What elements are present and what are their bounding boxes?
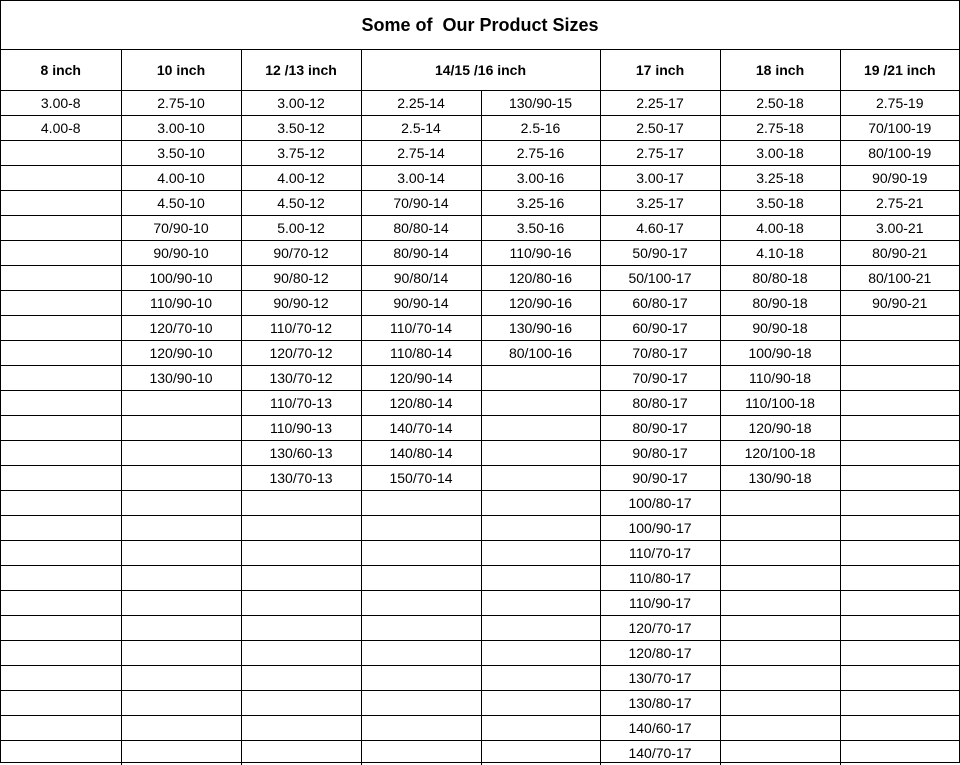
- size-cell: 3.00-18: [720, 141, 840, 166]
- size-cell: 120/70-12: [241, 341, 361, 366]
- size-cell: [481, 716, 600, 741]
- table-row: [1, 191, 959, 216]
- table-row: [1, 291, 959, 316]
- size-cell: 100/90-18: [720, 341, 840, 366]
- table-row: [1, 741, 959, 765]
- table-row: [1, 341, 959, 366]
- size-cell: 80/90-14: [361, 241, 481, 266]
- size-cell: [720, 516, 840, 541]
- table-row: [1, 566, 959, 591]
- size-cell: 90/90-17: [600, 466, 720, 491]
- size-cell: [361, 516, 481, 541]
- size-cell: 2.5-16: [481, 116, 600, 141]
- size-cell: [361, 716, 481, 741]
- size-cell: [481, 641, 600, 666]
- size-cell: [121, 441, 241, 466]
- table-row: [1, 216, 959, 241]
- size-cell: 4.50-10: [121, 191, 241, 216]
- size-cell: [121, 616, 241, 641]
- size-cell: 110/70-12: [241, 316, 361, 341]
- size-cell: 120/70-17: [600, 616, 720, 641]
- size-cell: [720, 566, 840, 591]
- size-cell: 2.75-14: [361, 141, 481, 166]
- size-cell: 3.25-16: [481, 191, 600, 216]
- size-cell: [720, 691, 840, 716]
- size-cell: [1, 216, 121, 241]
- size-cell: [361, 491, 481, 516]
- column-header: 12 /13 inch: [241, 50, 361, 91]
- size-cell: [720, 641, 840, 666]
- size-cell: 90/90-19: [840, 166, 959, 191]
- column-header: 14/15 /16 inch: [361, 50, 600, 91]
- size-cell: [1, 366, 121, 391]
- header-row: [1, 50, 959, 91]
- size-cell: [241, 491, 361, 516]
- size-cell: [121, 741, 241, 765]
- size-cell: [121, 566, 241, 591]
- size-cell: 80/80-14: [361, 216, 481, 241]
- size-cell: 110/80-14: [361, 341, 481, 366]
- size-cell: [840, 566, 959, 591]
- size-cell: [840, 341, 959, 366]
- size-cell: [241, 741, 361, 765]
- size-cell: 2.50-17: [600, 116, 720, 141]
- size-cell: [840, 541, 959, 566]
- size-cell: [1, 541, 121, 566]
- size-cell: [361, 541, 481, 566]
- table-row: [1, 641, 959, 666]
- size-cell: 90/90-12: [241, 291, 361, 316]
- sizes-table: [1, 50, 959, 765]
- size-cell: 2.75-21: [840, 191, 959, 216]
- size-cell: 70/90-17: [600, 366, 720, 391]
- size-cell: [1, 491, 121, 516]
- size-cell: 3.00-14: [361, 166, 481, 191]
- size-cell: [1, 591, 121, 616]
- size-cell: [481, 391, 600, 416]
- size-cell: [361, 741, 481, 765]
- size-cell: [121, 716, 241, 741]
- size-cell: 120/90-14: [361, 366, 481, 391]
- size-cell: 90/80-17: [600, 441, 720, 466]
- size-cell: 140/60-17: [600, 716, 720, 741]
- size-cell: [361, 566, 481, 591]
- size-cell: [1, 166, 121, 191]
- size-cell: 110/70-14: [361, 316, 481, 341]
- size-cell: 80/100-16: [481, 341, 600, 366]
- size-cell: [840, 716, 959, 741]
- size-cell: 3.00-16: [481, 166, 600, 191]
- size-cell: [121, 691, 241, 716]
- size-cell: [720, 541, 840, 566]
- size-cell: 60/80-17: [600, 291, 720, 316]
- size-cell: 140/80-14: [361, 441, 481, 466]
- table-row: [1, 241, 959, 266]
- size-cell: 3.00-12: [241, 91, 361, 116]
- size-cell: 140/70-17: [600, 741, 720, 765]
- size-cell: 90/90-21: [840, 291, 959, 316]
- size-cell: [241, 666, 361, 691]
- size-cell: [1, 641, 121, 666]
- size-cell: [840, 666, 959, 691]
- size-cell: 150/70-14: [361, 466, 481, 491]
- size-cell: [361, 616, 481, 641]
- size-cell: 3.25-17: [600, 191, 720, 216]
- table-row: [1, 541, 959, 566]
- size-cell: 4.00-10: [121, 166, 241, 191]
- size-cell: [361, 691, 481, 716]
- size-cell: 110/90-13: [241, 416, 361, 441]
- size-cell: [840, 441, 959, 466]
- size-cell: [361, 666, 481, 691]
- size-cell: [121, 516, 241, 541]
- size-cell: 4.60-17: [600, 216, 720, 241]
- size-cell: [481, 691, 600, 716]
- size-cell: 110/100-18: [720, 391, 840, 416]
- size-cell: [481, 516, 600, 541]
- size-cell: 80/100-19: [840, 141, 959, 166]
- size-cell: [361, 641, 481, 666]
- size-cell: 130/70-17: [600, 666, 720, 691]
- size-cell: 100/80-17: [600, 491, 720, 516]
- size-cell: 4.00-12: [241, 166, 361, 191]
- size-cell: [481, 466, 600, 491]
- size-cell: 120/80-14: [361, 391, 481, 416]
- size-cell: 3.00-17: [600, 166, 720, 191]
- table-row: [1, 91, 959, 116]
- table-body: [1, 91, 959, 765]
- table-row: [1, 691, 959, 716]
- size-cell: 130/60-13: [241, 441, 361, 466]
- size-cell: [241, 516, 361, 541]
- size-cell: [121, 541, 241, 566]
- size-cell: [481, 591, 600, 616]
- size-cell: 90/70-12: [241, 241, 361, 266]
- size-cell: [840, 491, 959, 516]
- size-cell: 80/100-21: [840, 266, 959, 291]
- size-cell: [1, 416, 121, 441]
- size-cell: [121, 466, 241, 491]
- size-cell: [1, 291, 121, 316]
- size-cell: 120/90-18: [720, 416, 840, 441]
- size-cell: 2.25-17: [600, 91, 720, 116]
- size-cell: 4.00-18: [720, 216, 840, 241]
- column-header: 8 inch: [1, 50, 121, 91]
- size-cell: [481, 666, 600, 691]
- size-cell: [1, 241, 121, 266]
- size-cell: 120/100-18: [720, 441, 840, 466]
- size-cell: 100/90-10: [121, 266, 241, 291]
- size-cell: 2.75-10: [121, 91, 241, 116]
- size-cell: 130/90-16: [481, 316, 600, 341]
- size-cell: [121, 591, 241, 616]
- size-cell: 110/90-16: [481, 241, 600, 266]
- size-cell: 3.00-8: [1, 91, 121, 116]
- size-cell: [1, 616, 121, 641]
- size-cell: [1, 516, 121, 541]
- size-cell: [481, 566, 600, 591]
- size-cell: 130/90-18: [720, 466, 840, 491]
- size-cell: 130/70-12: [241, 366, 361, 391]
- size-cell: [1, 141, 121, 166]
- size-cell: [241, 691, 361, 716]
- size-cell: [840, 316, 959, 341]
- size-cell: 2.75-17: [600, 141, 720, 166]
- size-cell: 90/90-10: [121, 241, 241, 266]
- size-cell: [840, 466, 959, 491]
- size-cell: 90/80-12: [241, 266, 361, 291]
- size-cell: 4.50-12: [241, 191, 361, 216]
- size-cell: 3.50-16: [481, 216, 600, 241]
- size-cell: [481, 541, 600, 566]
- table-row: [1, 141, 959, 166]
- size-cell: 3.75-12: [241, 141, 361, 166]
- size-cell: [840, 691, 959, 716]
- size-cell: [241, 616, 361, 641]
- size-cell: [241, 641, 361, 666]
- size-cell: [121, 491, 241, 516]
- size-cell: 120/90-10: [121, 341, 241, 366]
- size-cell: [720, 666, 840, 691]
- size-cell: 2.25-14: [361, 91, 481, 116]
- size-cell: [840, 416, 959, 441]
- size-cell: [840, 591, 959, 616]
- size-cell: [241, 716, 361, 741]
- size-cell: 3.50-18: [720, 191, 840, 216]
- table-row: [1, 416, 959, 441]
- column-header: 17 inch: [600, 50, 720, 91]
- size-cell: 110/90-17: [600, 591, 720, 616]
- size-cell: [241, 566, 361, 591]
- table-title: Some of Our Product Sizes: [1, 1, 959, 50]
- size-cell: 3.25-18: [720, 166, 840, 191]
- size-cell: 140/70-14: [361, 416, 481, 441]
- size-cell: [481, 741, 600, 765]
- table-row: [1, 666, 959, 691]
- size-cell: 130/90-10: [121, 366, 241, 391]
- size-cell: 110/80-17: [600, 566, 720, 591]
- size-cell: [1, 566, 121, 591]
- size-cell: [840, 616, 959, 641]
- size-cell: [1, 191, 121, 216]
- size-cell: [720, 616, 840, 641]
- column-header: 19 /21 inch: [840, 50, 959, 91]
- size-cell: 3.00-21: [840, 216, 959, 241]
- size-cell: [1, 466, 121, 491]
- size-cell: 100/90-17: [600, 516, 720, 541]
- size-cell: 70/90-10: [121, 216, 241, 241]
- size-cell: 2.75-19: [840, 91, 959, 116]
- size-cell: [1, 741, 121, 765]
- size-cell: [361, 591, 481, 616]
- size-cell: 3.50-10: [121, 141, 241, 166]
- table-row: [1, 366, 959, 391]
- size-cell: [481, 616, 600, 641]
- size-cell: 70/80-17: [600, 341, 720, 366]
- size-cell: [1, 666, 121, 691]
- size-cell: [1, 316, 121, 341]
- size-cell: [481, 366, 600, 391]
- size-cell: 3.50-12: [241, 116, 361, 141]
- table-row: [1, 316, 959, 341]
- size-cell: [720, 591, 840, 616]
- size-cell: [241, 591, 361, 616]
- table-row: [1, 616, 959, 641]
- size-cell: [1, 716, 121, 741]
- size-cell: [840, 516, 959, 541]
- size-cell: [481, 491, 600, 516]
- size-cell: [840, 366, 959, 391]
- size-cell: 70/100-19: [840, 116, 959, 141]
- size-cell: 70/90-14: [361, 191, 481, 216]
- size-cell: 80/80-18: [720, 266, 840, 291]
- size-cell: [241, 541, 361, 566]
- table-row: [1, 166, 959, 191]
- table-row: [1, 491, 959, 516]
- size-cell: [1, 391, 121, 416]
- size-cell: 50/100-17: [600, 266, 720, 291]
- size-cell: 2.75-18: [720, 116, 840, 141]
- size-cell: 3.00-10: [121, 116, 241, 141]
- size-cell: 130/90-15: [481, 91, 600, 116]
- size-cell: 120/70-10: [121, 316, 241, 341]
- size-cell: 4.10-18: [720, 241, 840, 266]
- size-cell: [481, 441, 600, 466]
- size-cell: 4.00-8: [1, 116, 121, 141]
- column-header: 10 inch: [121, 50, 241, 91]
- size-cell: 60/90-17: [600, 316, 720, 341]
- size-cell: 110/90-10: [121, 291, 241, 316]
- table-row: [1, 716, 959, 741]
- size-cell: 120/80-16: [481, 266, 600, 291]
- size-cell: [1, 691, 121, 716]
- size-cell: [840, 741, 959, 765]
- size-cell: 130/80-17: [600, 691, 720, 716]
- size-cell: [1, 441, 121, 466]
- size-cell: [840, 641, 959, 666]
- table-row: [1, 466, 959, 491]
- size-cell: 90/90-18: [720, 316, 840, 341]
- size-cell: 2.5-14: [361, 116, 481, 141]
- size-cell: 110/70-13: [241, 391, 361, 416]
- size-cell: 110/90-18: [720, 366, 840, 391]
- size-cell: [1, 266, 121, 291]
- size-cell: 80/80-17: [600, 391, 720, 416]
- size-cell: 50/90-17: [600, 241, 720, 266]
- table-row: [1, 591, 959, 616]
- size-cell: [481, 416, 600, 441]
- size-cell: [121, 666, 241, 691]
- table-row: [1, 266, 959, 291]
- size-cell: 130/70-13: [241, 466, 361, 491]
- size-cell: [121, 641, 241, 666]
- size-cell: [121, 416, 241, 441]
- size-cell: [720, 491, 840, 516]
- size-cell: 80/90-18: [720, 291, 840, 316]
- size-cell: 2.75-16: [481, 141, 600, 166]
- table-row: [1, 116, 959, 141]
- size-cell: 90/90-14: [361, 291, 481, 316]
- size-cell: 5.00-12: [241, 216, 361, 241]
- size-cell: 110/70-17: [600, 541, 720, 566]
- table-row: [1, 391, 959, 416]
- table-row: [1, 516, 959, 541]
- column-header: 18 inch: [720, 50, 840, 91]
- size-cell: [720, 741, 840, 765]
- table-row: [1, 441, 959, 466]
- size-cell: [121, 391, 241, 416]
- size-cell: 90/80/14: [361, 266, 481, 291]
- size-cell: 120/80-17: [600, 641, 720, 666]
- size-cell: [720, 716, 840, 741]
- size-cell: 80/90-17: [600, 416, 720, 441]
- size-cell: 2.50-18: [720, 91, 840, 116]
- size-cell: 80/90-21: [840, 241, 959, 266]
- size-cell: 120/90-16: [481, 291, 600, 316]
- size-cell: [840, 391, 959, 416]
- size-cell: [1, 341, 121, 366]
